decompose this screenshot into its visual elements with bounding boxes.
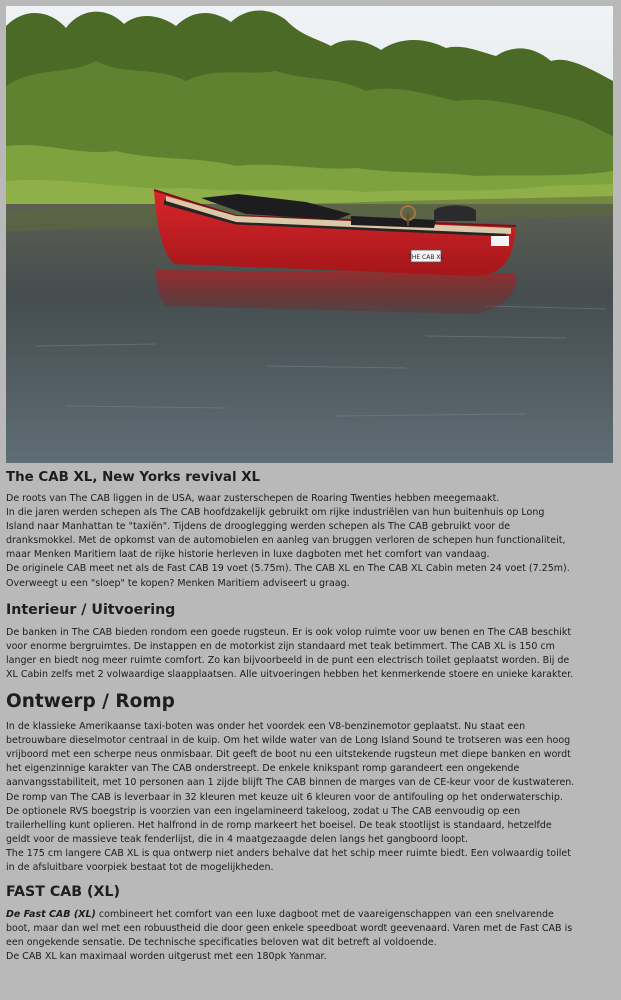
text-line: aanvangsstabiliteit, met 10 personen aan 1 zijde blijft The CAB binnen de marges van de CE-keur voor de kustwateren. [6, 777, 575, 789]
text-line: De romp van The CAB is leverbaar in 32 kleuren met keuze uit 6 kleuren voor de antifouling op het onderwaterschip. [6, 791, 563, 803]
section-title: Ontwerp / Romp [6, 691, 175, 713]
text-line: vrijboord met een scherpe neus onmisbaar. Dit geeft de boot nu een uitstekende rugsteun met diepe banken en wordt [6, 749, 571, 761]
text-line: De optionele RVS boegstrip is voorzien van een ingelamineerd takeloog, zodat u The CAB eenvoudig op een [6, 805, 521, 817]
text-line: een ongekende sensatie. De technische specificaties beloven wat dit betreft al voldoende. [6, 937, 437, 949]
paragraph [6, 626, 615, 682]
paragraph [6, 492, 615, 591]
text-line: dranksmokkel. Met de opkomst van de automobielen en aanleg van bruggen verloren de schepen hun functionaliteit, [6, 535, 566, 547]
text-line: The 175 cm langere CAB XL is qua ontwerp niet anders behalve dat het schip meer ruimte biedt. Een volwaardig toilet [6, 847, 571, 859]
text-line: XL Cabin zelfs met 2 volwaardige slaapplaatsen. Alle uitvoeringen hebben het kenmerkende stoere en unieke karakter. [6, 668, 574, 680]
section-title: Interieur / Uitvoering [6, 601, 176, 618]
text-line: De roots van The CAB liggen in de USA, waar zusterschepen de Roaring Twenties hebben meegemaakt. [6, 493, 500, 504]
text-line: voor enorme bergruimtes. De instappen en de motorkist zijn standaard met teak betimmert. The CAB XL is 150 cm [6, 640, 555, 652]
article [6, 470, 615, 964]
text-line: combineert het comfort van een luxe dagboot met de vaareigenschappen van een snelvarende [95, 909, 554, 921]
text-line: boot, maar dan wel met een robuustheid die door geen enkele speedboat wordt geevenaard. Varen met de Fast CAB is [6, 923, 573, 935]
text-line: geldt voor de massieve teak fenderlijst, die in 4 maatgezaagde delen langs het gangboord loopt. [6, 833, 469, 845]
section-fast-cab [6, 884, 615, 964]
lead-text: De Fast CAB (XL) [6, 909, 96, 921]
section-ontwerp [6, 691, 615, 875]
text-line: maar Menken Maritiem laat de rijke historie herleven in luxe dagboten met het comfort van vandaag. [6, 549, 490, 561]
text-line: Island naar Manhattan te "taxiën". Tijdens de drooglegging werden schepen als The CAB gebruikt voor de [6, 521, 511, 533]
section-title: The CAB XL, New Yorks revival XL [6, 470, 261, 485]
text-line: het eigenzinnige karakter van The CAB onderstreept. De enkele knikspant romp garandeert een ongekende [6, 763, 520, 775]
text-line: De banken in The CAB bieden rondom een goede rugsteun. Er is ook volop ruimte voor uw benen en The CAB beschikt [6, 626, 572, 638]
text-line: De CAB XL kan maximaal worden uitgerust met een 180pk Yanmar. [6, 951, 327, 963]
paragraph [6, 908, 615, 964]
text-line: In de klassieke Amerikaanse taxi-boten was onder het voordek een V8-benzinemotor geplaatst. Nu staat een [6, 721, 526, 733]
boat-name-plate: THE CAB XL [408, 254, 444, 261]
text-line: langer en biedt nog meer ruimte comfort. Zo kan bijvoorbeeld in de punt een electrisch toilet geplaatst worden. Bij de [6, 654, 570, 666]
text-line: betrouwbare dieselmotor centraal in de kuip. Om het wilde water van de Long Island Sound te trotseren was een hoog [6, 735, 571, 747]
text-line: in de afsluitbare voorpiek bestaat tot de mogelijkheden. [6, 861, 274, 873]
boat-photo [6, 6, 613, 463]
section-title: FAST CAB (XL) [6, 884, 120, 901]
text-line: De originele CAB meet net als de Fast CAB 19 voet (5.75m). The CAB XL en The CAB XL Cabin meten 24 voet (7.25m). [6, 563, 570, 575]
section-interieur [6, 602, 615, 682]
section-cab-xl [6, 470, 615, 591]
text-line: trailerhelling kunt oplieren. Het halfrond in de romp markeert het boeisel. De teak stootlijst is standaard, hetzelfde [6, 819, 552, 831]
text-line: Overweegt u een "sloep" te kopen? Menken Maritiem adviseert u graag. [6, 577, 350, 589]
paragraph [6, 720, 615, 875]
text-line: In die jaren werden schepen als The CAB hoofdzakelijk gebruikt om rijke industriëlen van hun buitenhuis op Long [6, 507, 545, 519]
